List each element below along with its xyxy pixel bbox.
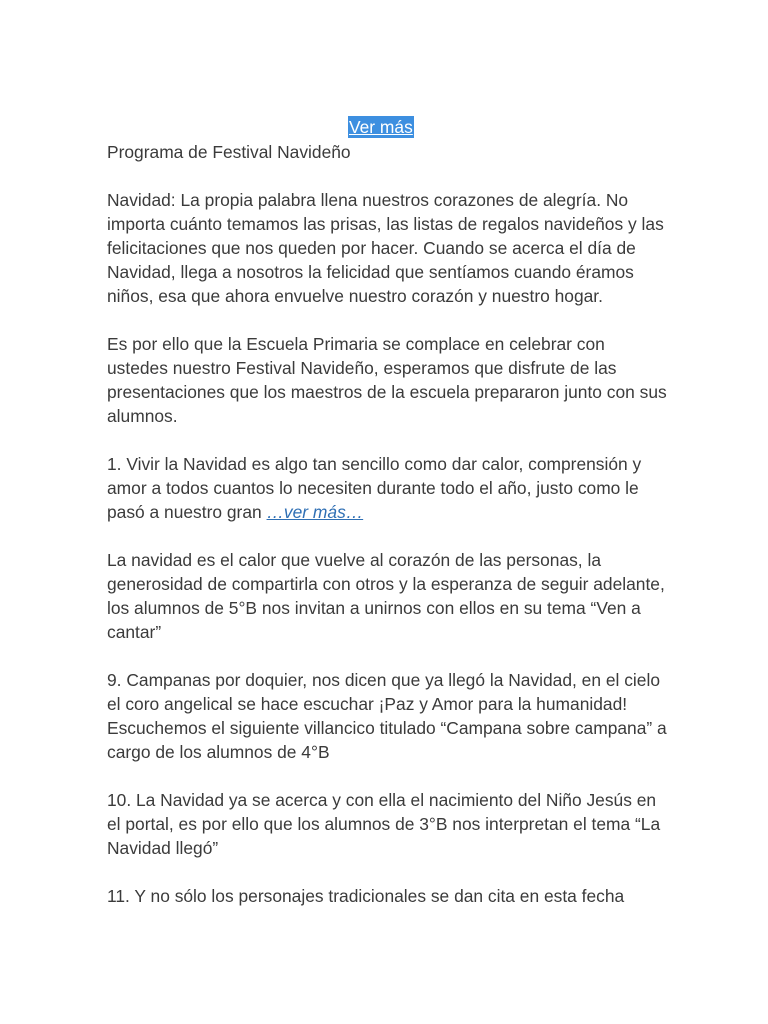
spacer [107, 524, 667, 548]
paragraph-item-11: 11. Y no sólo los personajes tradicionales se dan cita en esta fecha [107, 886, 625, 906]
spacer [107, 428, 667, 452]
spacer [107, 860, 667, 884]
document-title: Programa de Festival Navideño [107, 142, 351, 162]
spacer [107, 644, 667, 668]
paragraph-item-10: 10. La Navidad ya se acerca y con ella el nacimiento del Niño Jesús en el portal, es por ello que los alumnos de 3°B nos interpretan el tema “La Navidad llegó” [107, 790, 661, 858]
paragraph-intro: Navidad: La propia palabra llena nuestros corazones de alegría. No importa cuánto temamos las prisas, las listas de regalos navideños y las felicitaciones que nos queden por hacer. Cuando se acerca el día de Navidad, llega a nosotros la felicidad que sentíamos cuando éramos niños, esa que ahora envuelve nuestro corazón y nuestro hogar. [107, 190, 664, 306]
document-page [107, 116, 667, 908]
spacer [107, 308, 667, 332]
spacer [107, 164, 667, 188]
ver-mas-inline-link[interactable]: …ver más… [266, 502, 364, 522]
spacer [107, 764, 667, 788]
paragraph-ven-a-cantar: La navidad es el calor que vuelve al corazón de las personas, la generosidad de compartirla con otros y la esperanza de seguir adelante, los alumnos de 5°B nos invitan a unirnos con ellos en su tema “Ven a cantar” [107, 550, 665, 642]
paragraph-item-9: 9. Campanas por doquier, nos dicen que ya llegó la Navidad, en el cielo el coro angelical se hace escuchar ¡Paz y Amor para la humanidad! Escuchemos el siguiente villancico titulado “Campana sobre campana” a cargo de los alumnos de 4°B [107, 670, 667, 762]
ver-mas-top-link[interactable]: Ver más [349, 117, 413, 137]
paragraph-item-1 [107, 452, 667, 524]
item-1-text: 1. Vivir la Navidad es algo tan sencillo como dar calor, comprensión y amor a todos cuantos lo necesiten durante todo el año, justo como le pasó a nuestro gran [107, 454, 642, 522]
paragraph-escuela: Es por ello que la Escuela Primaria se complace en celebrar con ustedes nuestro Festival Navideño, esperamos que disfrute de las presentaciones que los maestros de la escuela prepararon junto con sus alumnos. [107, 334, 667, 426]
